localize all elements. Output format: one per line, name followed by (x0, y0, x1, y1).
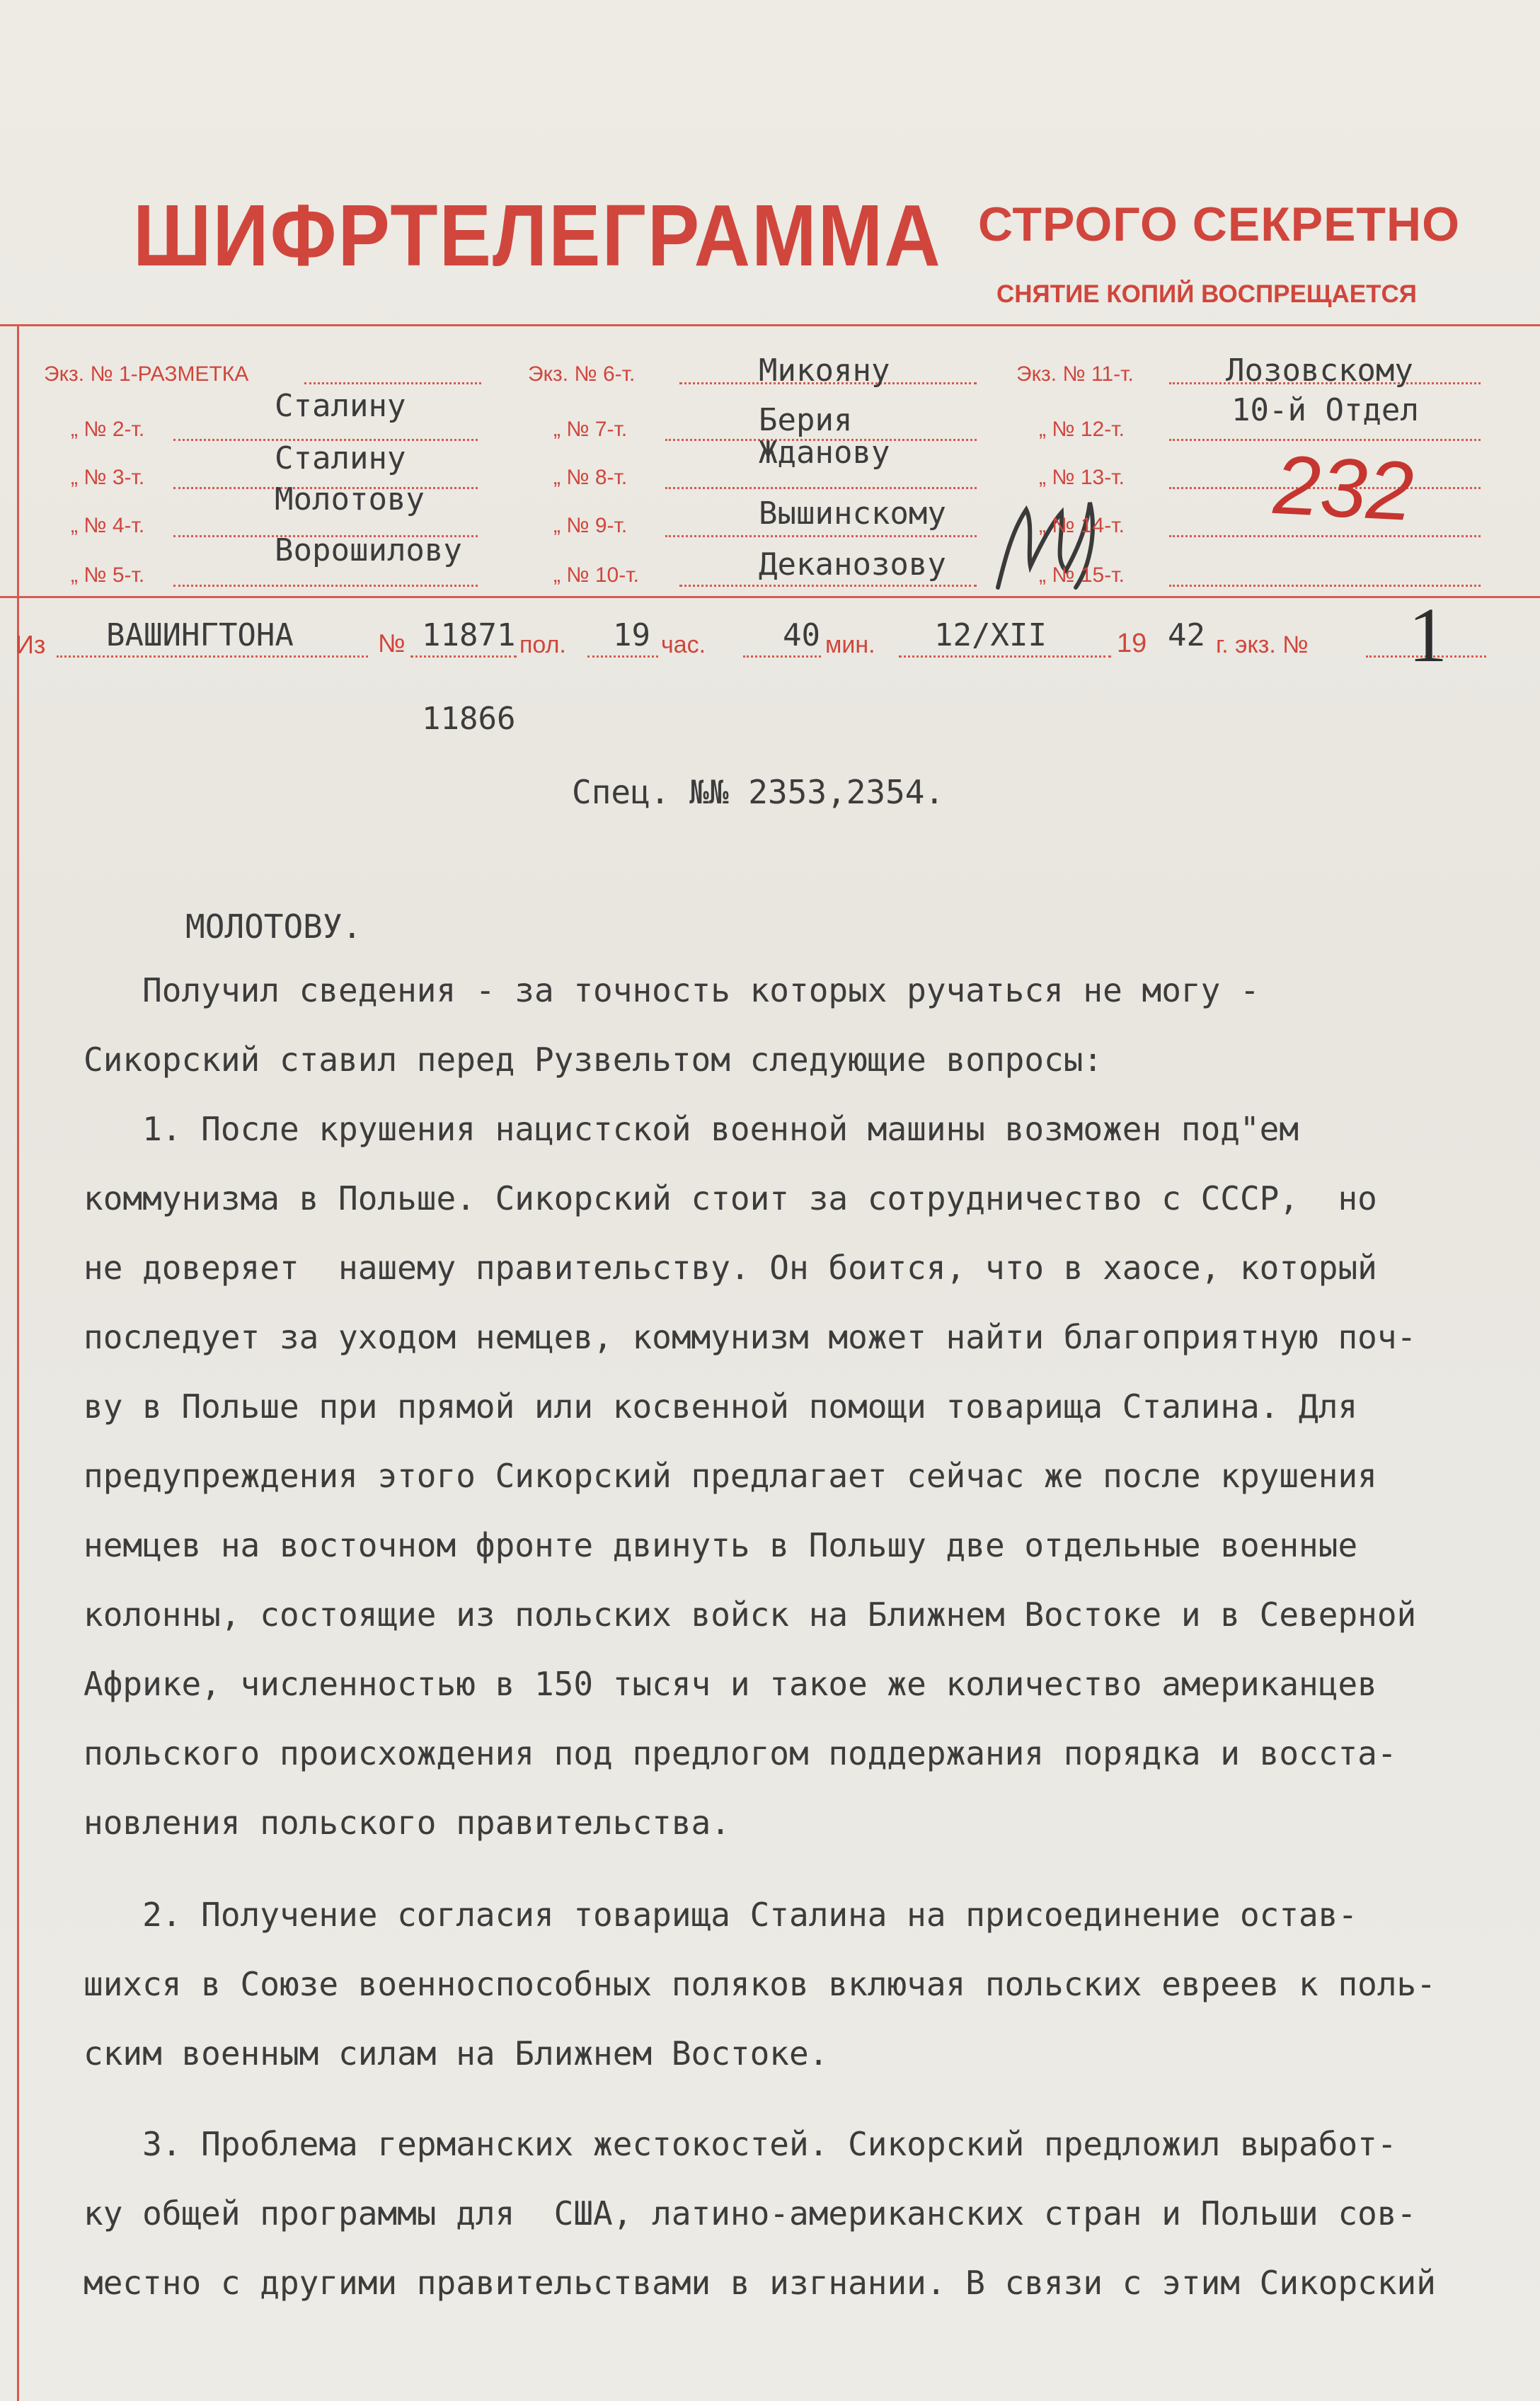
body-line: 1. После крушения нацистской военной машины возможен под"ем (84, 1110, 1299, 1148)
origin-dotted-line (57, 655, 368, 658)
body-line: шихся в Союзе военноспособных поляков включая польских евреев к поль- (84, 1965, 1436, 2003)
pol-label: пол. (519, 631, 566, 658)
body-line: Получил сведения - за точность которых ручаться не могу - (84, 971, 1260, 1009)
body-line: предупреждения этого Сикорский предлагает сейчас же после крушения (84, 1457, 1377, 1495)
year-prefix: 19 (1117, 629, 1147, 658)
from-label: Из (16, 630, 46, 659)
second-telegram-number: 11866 (422, 701, 516, 737)
dist-label: „ № 8-т. (553, 466, 628, 489)
dist-recipient: Деканозову (759, 546, 946, 583)
dist-recipient: Сталину (275, 440, 406, 476)
origin-dotted-line (587, 655, 658, 658)
body-line: немцев на восточном фронте двинуть в Польшу две отдельные военные (84, 1526, 1358, 1564)
body-line: новления польского правительства. (84, 1804, 730, 1842)
dist-label: „ № 9-т. (553, 514, 628, 537)
body-line: коммунизма в Польше. Сикорский стоит за сотрудничество с СССР, но (84, 1179, 1377, 1217)
body-line: местно с другими правительствами в изгнании. В связи с этим Сикорский (84, 2264, 1436, 2302)
header-bottom-rule (0, 596, 1540, 598)
dist-recipient: 10-й Отдел (1231, 392, 1419, 428)
dist-label: „ № 14-т. (1039, 514, 1125, 537)
dist-label: „ № 3-т. (71, 466, 145, 489)
body-line: колонны, состоящие из польских войск на Ближнем Востоке и в Северной (84, 1595, 1417, 1634)
body-line: ву в Польше при прямой или косвенной помощи товарища Сталина. Для (84, 1387, 1358, 1426)
copy-number-handwritten: 1 (1408, 592, 1447, 678)
dist-recipient: Лозовскому (1226, 353, 1413, 389)
dist-recipient: Сталину (275, 388, 406, 424)
document-title: ШИФРТЕЛЕГРАММА (133, 187, 942, 285)
body-line: Сикорский ставил перед Рузвельтом следующие вопросы: (84, 1041, 1103, 1079)
minute-label: мин. (825, 631, 875, 658)
dist-label: Экз. № 6-т. (528, 362, 636, 386)
hour-value: 19 (613, 617, 650, 653)
body-line: ским военным силам на Ближнем Востоке. (84, 2034, 829, 2073)
dist-label: „ № 4-т. (71, 514, 145, 537)
dist-label: „ № 2-т. (71, 418, 145, 441)
dist-dotted-line (665, 487, 977, 489)
body-line: польского происхождения под предлогом поддержания порядка и восста- (84, 1734, 1397, 1772)
dist-recipient: Жданову (759, 435, 890, 471)
dist-label: „ № 10-т. (553, 563, 639, 587)
body-line: Африке, численностью в 150 тысяч и такое же количество американцев (84, 1665, 1377, 1703)
dist-label: „ № 7-т. (553, 418, 628, 441)
from-city: ВАШИНГТОНА (106, 617, 294, 653)
dist-label: „ № 12-т. (1039, 418, 1125, 441)
registration-stamp-number: 232 (1271, 437, 1416, 539)
dist-label: „ № 15-т. (1039, 563, 1125, 587)
body-line: 2. Получение согласия товарища Сталина на присоединение остав- (84, 1896, 1358, 1934)
body-line: 3. Проблема германских жестокостей. Сикорский предложил выработ- (84, 2125, 1397, 2163)
dist-dotted-line (304, 382, 481, 384)
body-line: ку общей программы для США, латино-американских стран и Польши сов- (84, 2194, 1417, 2233)
dist-recipient: Микояну (759, 353, 890, 389)
number-label: № (378, 629, 406, 658)
dist-recipient: Молотову (275, 481, 425, 517)
dist-dotted-line (173, 585, 478, 587)
origin-dotted-line (743, 655, 821, 658)
dist-label: Экз. № 11-т. (1016, 362, 1134, 386)
telegram-number: 11871 (422, 617, 516, 653)
no-copy-label: СНЯТИЕ КОПИЙ ВОСПРЕЩАЕТСЯ (996, 280, 1417, 308)
addressee: МОЛОТОВУ. (185, 907, 362, 946)
spec-numbers: Спец. №№ 2353,2354. (572, 773, 945, 811)
minute-value: 40 (783, 617, 820, 653)
body-line: последует за уходом немцев, коммунизм может найти благоприятную поч- (84, 1318, 1417, 1356)
origin-dotted-line (410, 655, 517, 658)
body-line: не доверяет нашему правительству. Он боится, что в хаосе, который (84, 1249, 1377, 1287)
origin-dotted-line (899, 655, 1111, 658)
date-value: 12/XII (934, 617, 1047, 653)
dist-recipient: Вышинскому (759, 495, 946, 532)
year-copy-label: г. экз. № (1216, 631, 1309, 658)
dist-dotted-line (665, 535, 977, 537)
year-value: 42 (1168, 617, 1205, 653)
dist-label: Экз. № 1-РАЗМЕТКА (44, 362, 249, 386)
dist-label: „ № 5-т. (71, 563, 145, 587)
dist-recipient: Ворошилову (275, 532, 462, 568)
dist-recipient: Берия (759, 402, 853, 438)
dist-label: „ № 13-т. (1039, 466, 1125, 489)
dist-dotted-line (1169, 585, 1481, 587)
hour-label: час. (661, 631, 706, 658)
header-top-rule (0, 324, 1540, 326)
dist-dotted-line (679, 585, 977, 587)
secret-label: СТРОГО СЕКРЕТНО (978, 197, 1460, 251)
